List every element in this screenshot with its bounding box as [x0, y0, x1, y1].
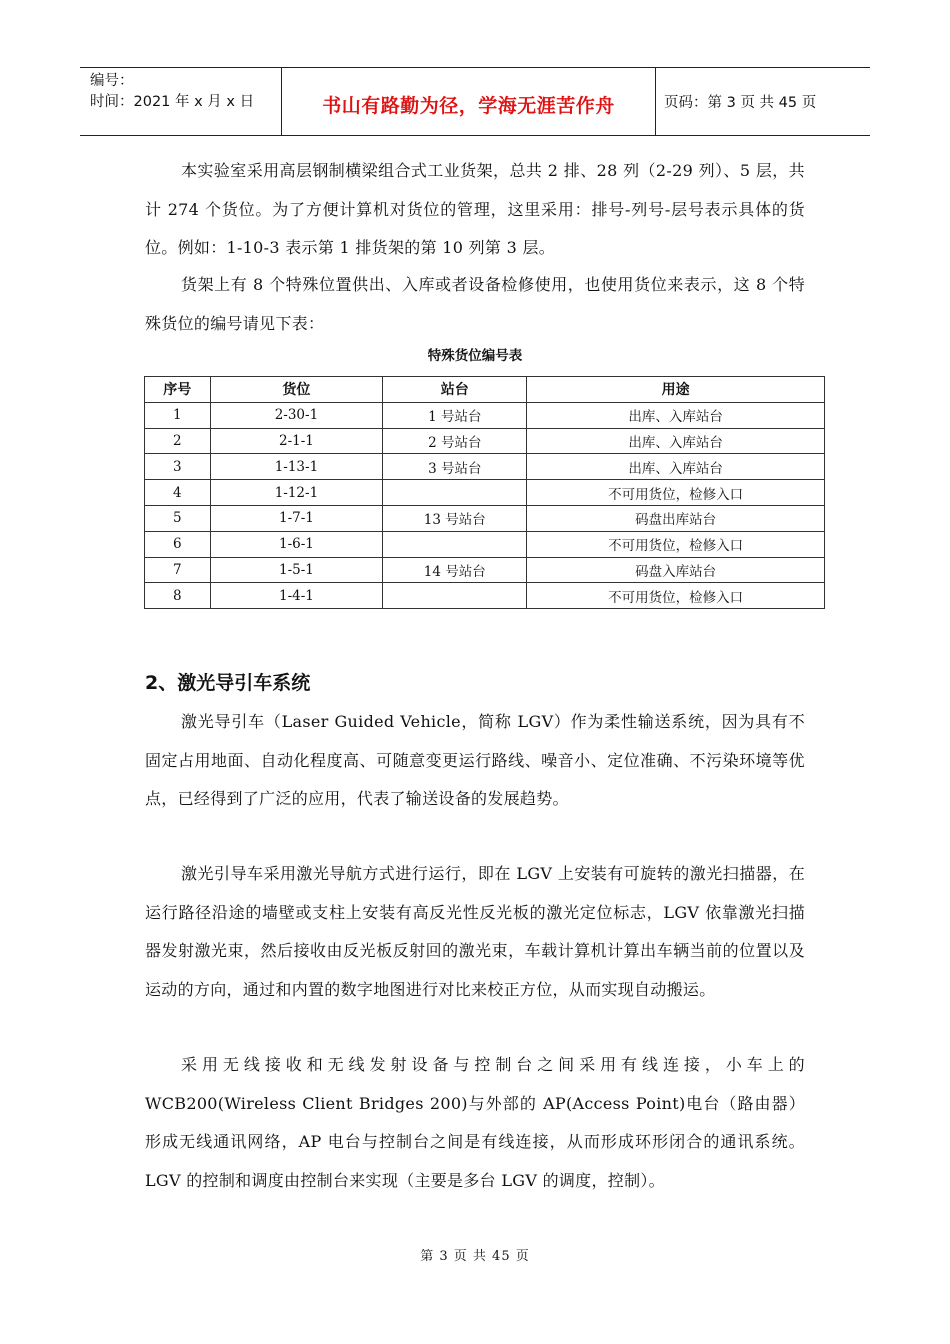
cell-slot: 1-12-1 — [210, 480, 383, 506]
page-footer: 第 3 页 共 45 页 — [420, 1249, 530, 1264]
cell-slot: 1-5-1 — [210, 557, 383, 583]
paragraph-shelving: 本实验室采用高层钢制横梁组合式工业货架，总共 2 排、28 列（2-29 列）、5 层，共计 274 个货位。为了方便计算机对货位的管理，这里采用：排号-列号-层号表示具体的货位。例如：1-10-3 表示第 1 排货架的第 10 列第 3 层。 — [145, 161, 805, 257]
cell-index: 6 — [145, 531, 211, 557]
table-row — [145, 531, 825, 557]
cell-station: 14 号站台 — [383, 557, 527, 583]
cell-slot: 2-30-1 — [210, 402, 383, 428]
cell-index: 2 — [145, 428, 211, 454]
header-station: 站台 — [383, 377, 527, 403]
header-meta — [80, 68, 282, 135]
page-header — [80, 67, 870, 136]
cell-index: 5 — [145, 505, 211, 531]
cell-index: 1 — [145, 402, 211, 428]
cell-station — [383, 583, 527, 609]
table-row — [145, 454, 825, 480]
table-caption: 特殊货位编号表 — [427, 348, 523, 364]
paragraph-lgv-intro: 激光导引车（Laser Guided Vehicle，简称 LGV）作为柔性输送系统，因为具有不固定占用地面、自动化程度高、可随意变更运行路线、噪音小、定位准确、不污染环境等优点，已经得到了广泛的应用，代表了输送设备的发展趋势。 — [145, 712, 805, 808]
date-label: 时间：2021 年 x 月 x 日 — [90, 94, 255, 110]
cell-slot: 1-13-1 — [210, 454, 383, 480]
cell-station: 3 号站台 — [383, 454, 527, 480]
cell-usage: 不可用货位，检修入口 — [527, 583, 825, 609]
table-row — [145, 402, 825, 428]
cell-usage: 不可用货位，检修入口 — [527, 480, 825, 506]
header-motto: 书山有路勤为径，学海无涯苦作舟 — [282, 68, 656, 135]
paragraph-lgv-navigation: 激光引导车采用激光导航方式进行运行，即在 LGV 上安装有可旋转的激光扫描器，在运行路径沿途的墙壁或支柱上安装有高反光性反光板的激光定位标志，LGV 依靠激光扫描器发射激光束，然后接收由反光板反射回的激光束，车载计算机计算出车辆当前的位置以及运动的方向，通过和内置的数字地图进行对比来校正方位，从而实现自动搬运。 — [145, 864, 805, 999]
table-row — [145, 480, 825, 506]
cell-usage: 出库、入库站台 — [527, 454, 825, 480]
cell-usage: 出库、入库站台 — [527, 428, 825, 454]
cell-slot: 1-6-1 — [210, 531, 383, 557]
table-header-row — [145, 377, 825, 403]
section-heading: 2、激光导引车系统 — [145, 672, 311, 694]
cell-slot: 2-1-1 — [210, 428, 383, 454]
cell-station — [383, 531, 527, 557]
cell-station: 1 号站台 — [383, 402, 527, 428]
cell-station: 2 号站台 — [383, 428, 527, 454]
cell-usage: 出库、入库站台 — [527, 402, 825, 428]
paragraph-lgv-network: 采用无线接收和无线发射设备与控制台之间采用有线连接，小车上的 WCB200(Wireless Client Bridges 200)与外部的 AP(Access Point)电台（路由器）形成无线通讯网络，AP 电台与控制台之间是有线连接，从而形成环形闭合的通讯系统。LGV 的控制和调度由控制台来实现（主要是多台 LGV 的调度，控制）。 — [145, 1055, 805, 1190]
cell-slot: 1-7-1 — [210, 505, 383, 531]
table-row — [145, 583, 825, 609]
cell-index: 3 — [145, 454, 211, 480]
special-slot-table — [144, 376, 825, 609]
header-index: 序号 — [145, 377, 211, 403]
cell-index: 7 — [145, 557, 211, 583]
cell-slot: 1-4-1 — [210, 583, 383, 609]
cell-station: 13 号站台 — [383, 505, 527, 531]
header-usage: 用途 — [527, 377, 825, 403]
number-label: 编号： — [90, 73, 134, 89]
table-row — [145, 428, 825, 454]
cell-usage: 不可用货位，检修入口 — [527, 531, 825, 557]
header-page-info: 页码：第 3 页 共 45 页 — [664, 95, 817, 111]
header-slot: 货位 — [210, 377, 383, 403]
table-row — [145, 505, 825, 531]
cell-index: 4 — [145, 480, 211, 506]
cell-index: 8 — [145, 583, 211, 609]
cell-station — [383, 480, 527, 506]
table-row — [145, 557, 825, 583]
paragraph-special-slots: 货架上有 8 个特殊位置供出、入库或者设备检修使用，也使用货位来表示，这 8 个特殊货位的编号请见下表： — [145, 275, 805, 333]
cell-usage: 码盘出库站台 — [527, 505, 825, 531]
cell-usage: 码盘入库站台 — [527, 557, 825, 583]
